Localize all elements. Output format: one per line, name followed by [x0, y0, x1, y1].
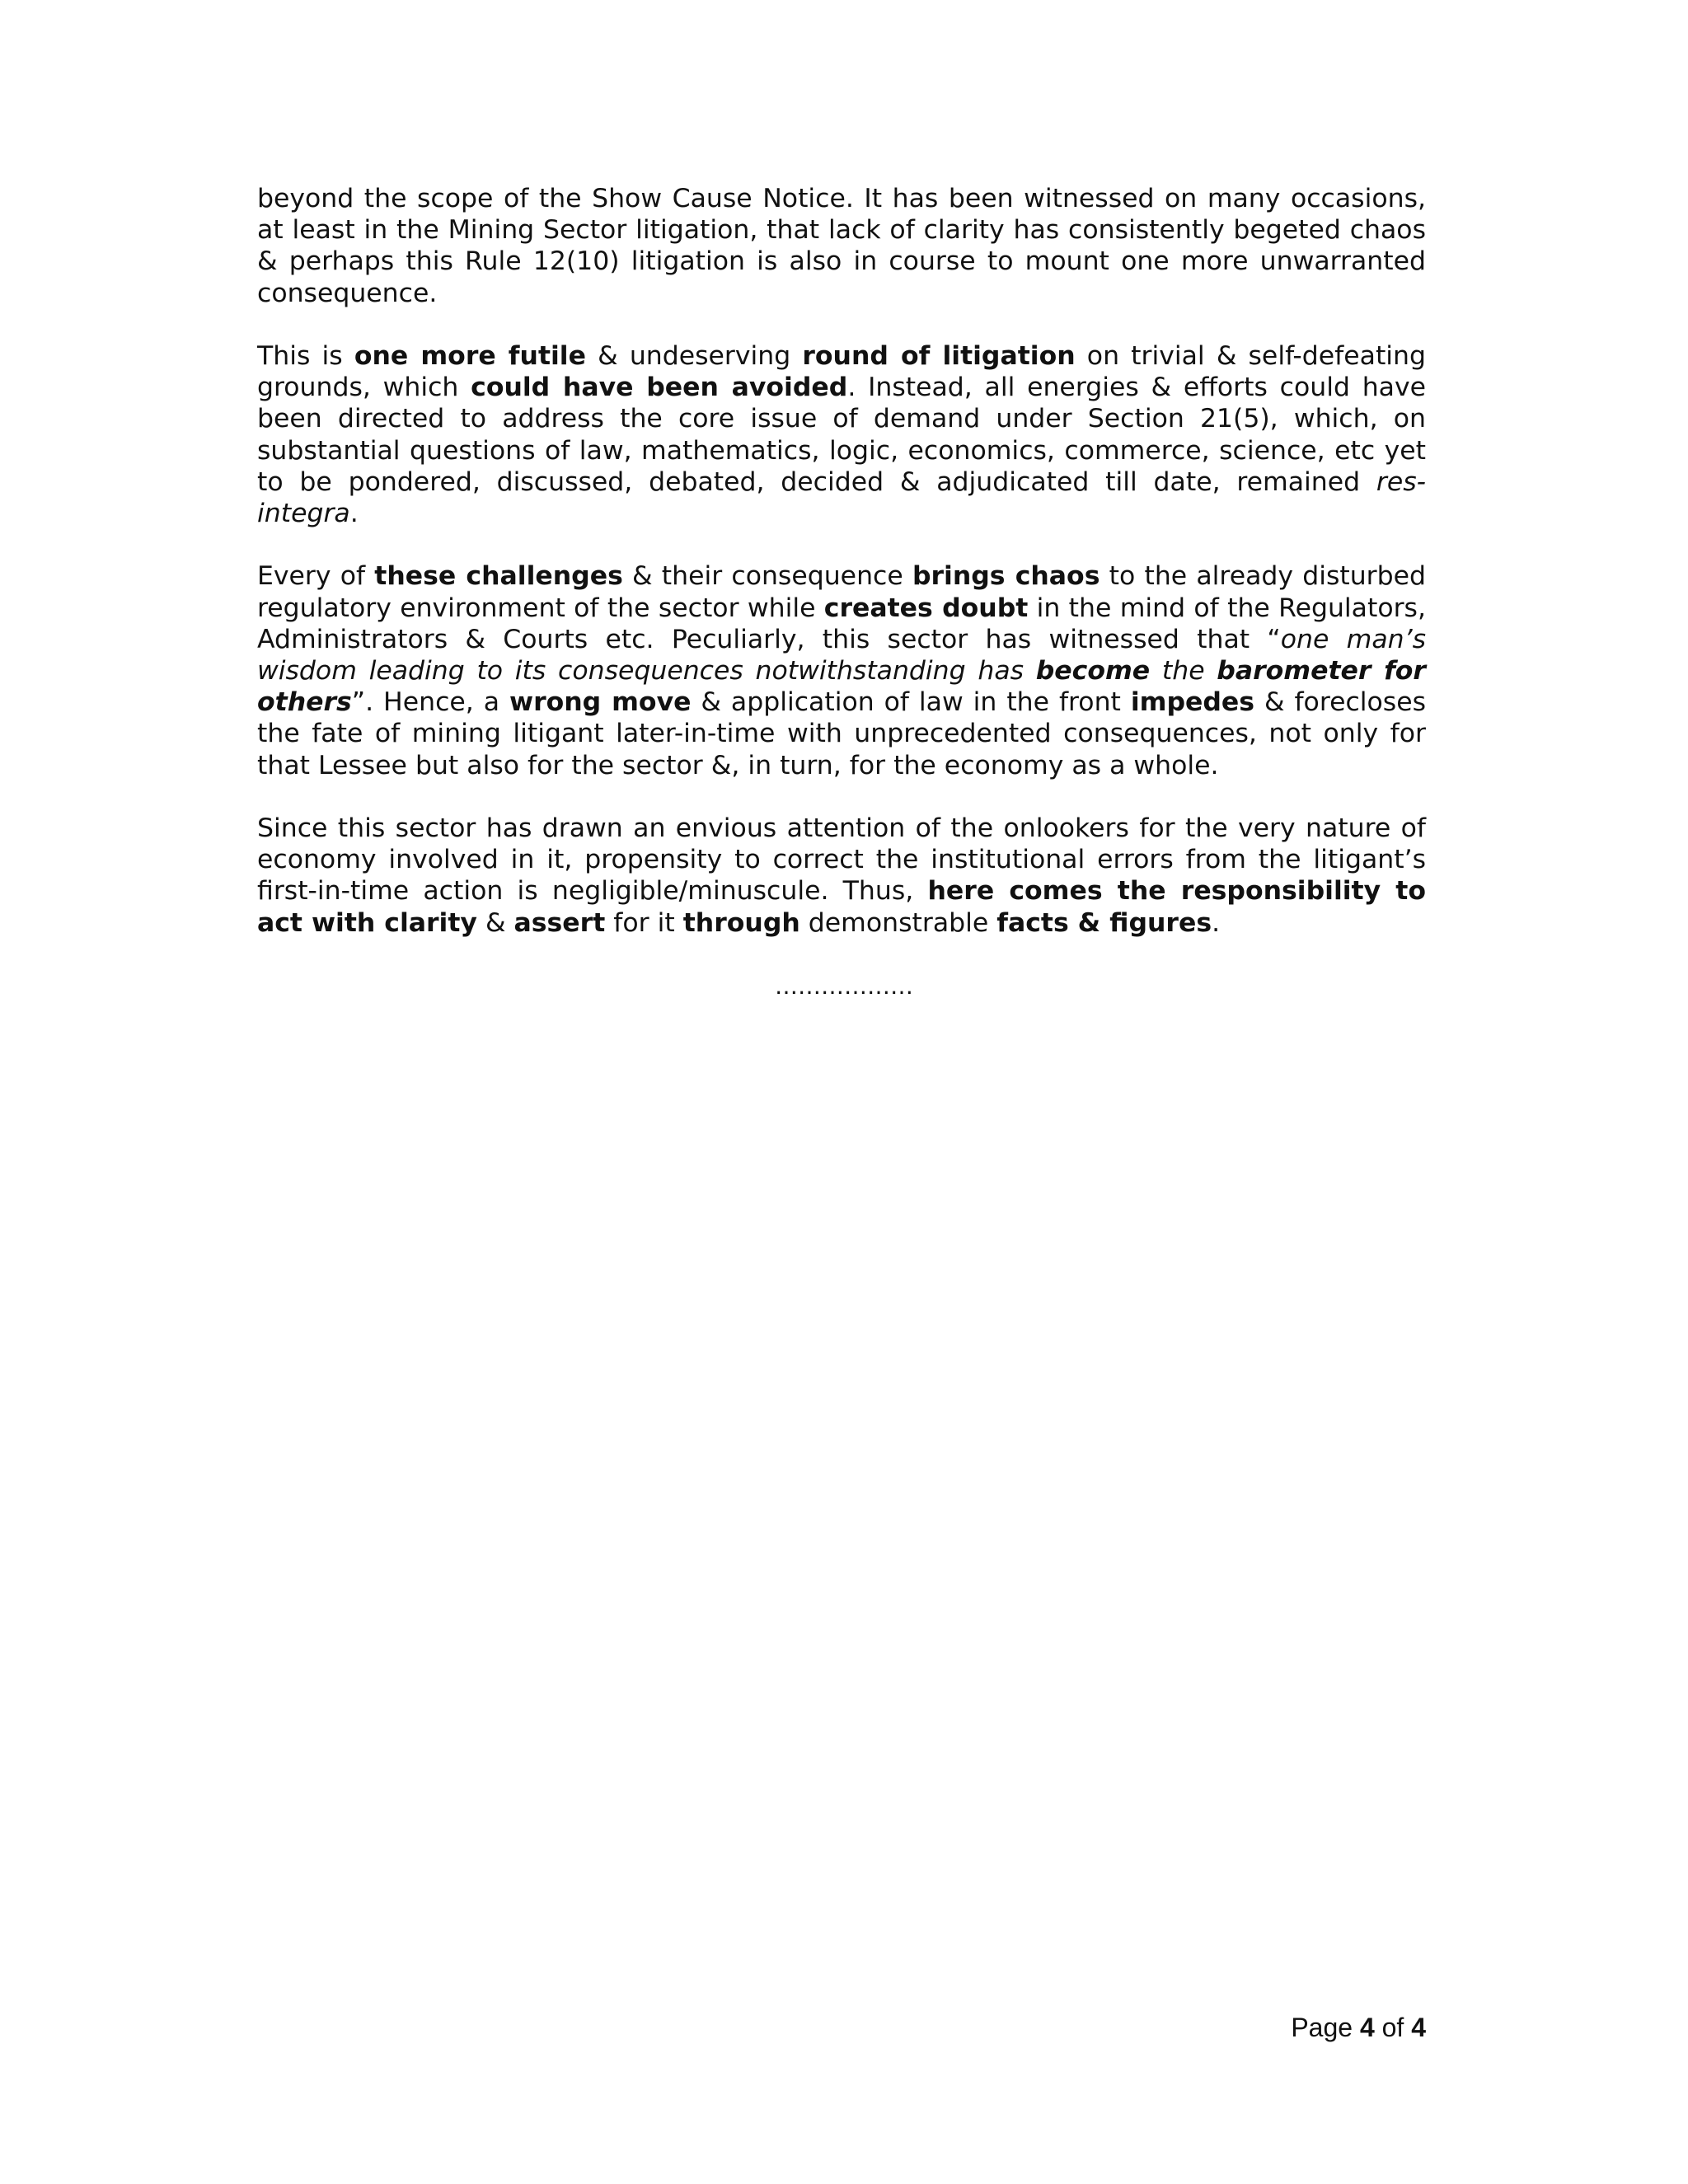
text-run: on trivial & self-defeating grounds, which: [257, 341, 1427, 403]
text-run: demonstrable: [799, 907, 997, 938]
text-run: these challenges: [374, 561, 623, 592]
text-run: barometer for others: [257, 656, 1426, 718]
text-run: beyond the scope of the Show Cause Notice. It has been witnessed on many occasions, at least in the Mining Sector litigation, that lack of clarity has consistently begeted chaos & perhaps this Rule 12(10) litigation is also in course to mount one more unwarranted consequence.: [257, 184, 1426, 308]
text-run: through: [682, 907, 800, 938]
paragraph: [257, 560, 1426, 780]
text-run: Every of: [257, 561, 375, 592]
text-run: here comes the responsibility to act with clarity: [257, 876, 1426, 938]
text-run: assert: [513, 907, 606, 938]
text-run: & forecloses the fate of mining litigant later-in-time with unprecedented consequences, not only for that Lessee but also for the sector &, in turn, for the economy as a whole.: [257, 687, 1427, 780]
body-text: [257, 183, 1426, 970]
footer-total-pages: 4: [1411, 2013, 1426, 2042]
text-run: brings chaos: [912, 561, 1100, 592]
text-run: Since this sector has drawn an envious attention of the onlookers for the very nature of economy involved in it, propensity to correct the institutional errors from the litigant’s first-in-time action is negligible/minuscule. Thus,: [257, 813, 1426, 907]
text-run: .: [1212, 907, 1221, 938]
text-run: for it: [605, 907, 683, 938]
text-run: .: [349, 499, 359, 529]
text-run: impedes: [1130, 687, 1255, 718]
text-run: creates doubt: [823, 593, 1029, 623]
text-run: ”. Hence, a: [351, 687, 509, 718]
text-run: one man’s wisdom leading to its consequences notwithstanding has: [257, 624, 1427, 687]
text-run: could have been avoided: [471, 373, 848, 403]
text-run: &: [476, 907, 514, 938]
text-run: facts & figures: [996, 907, 1212, 938]
text-run: one more futile: [354, 341, 586, 371]
footer-page-word: Page: [1291, 2013, 1353, 2042]
text-run: This is: [257, 341, 354, 371]
text-run: in the mind of the Regulators, Administrators & Courts etc. Peculiarly, this sector has witnessed that “: [257, 593, 1426, 654]
text-run: to the already disturbed regulatory environment of the sector while: [257, 561, 1427, 623]
paragraph: [257, 813, 1426, 939]
text-run: res-integra: [257, 466, 1426, 529]
text-run: the: [1150, 656, 1217, 687]
text-run: . Instead, all energies & efforts could have been directed to address the core issue of demand under Section 21(5), which, on substantial questions of law, mathematics, logic, economics, commerce, science, etc yet to be pondered, discussed, debated, decided & adjudicated till date, remained: [257, 373, 1426, 497]
text-run: wrong move: [509, 687, 692, 718]
paragraph: [257, 183, 1426, 309]
text-run: & application of law in the front: [691, 687, 1131, 718]
text-run: & their consequence: [622, 561, 912, 592]
page-number-footer: [1291, 2013, 1426, 2043]
text-run: round of litigation: [802, 341, 1076, 371]
paragraph: [257, 340, 1426, 529]
footer-current-page: 4: [1359, 2013, 1375, 2042]
text-run: & undeserving: [585, 341, 803, 371]
footer-of-word: of: [1381, 2013, 1404, 2042]
end-of-document-marker: ………………: [775, 972, 913, 1000]
text-run: become: [1035, 656, 1151, 687]
